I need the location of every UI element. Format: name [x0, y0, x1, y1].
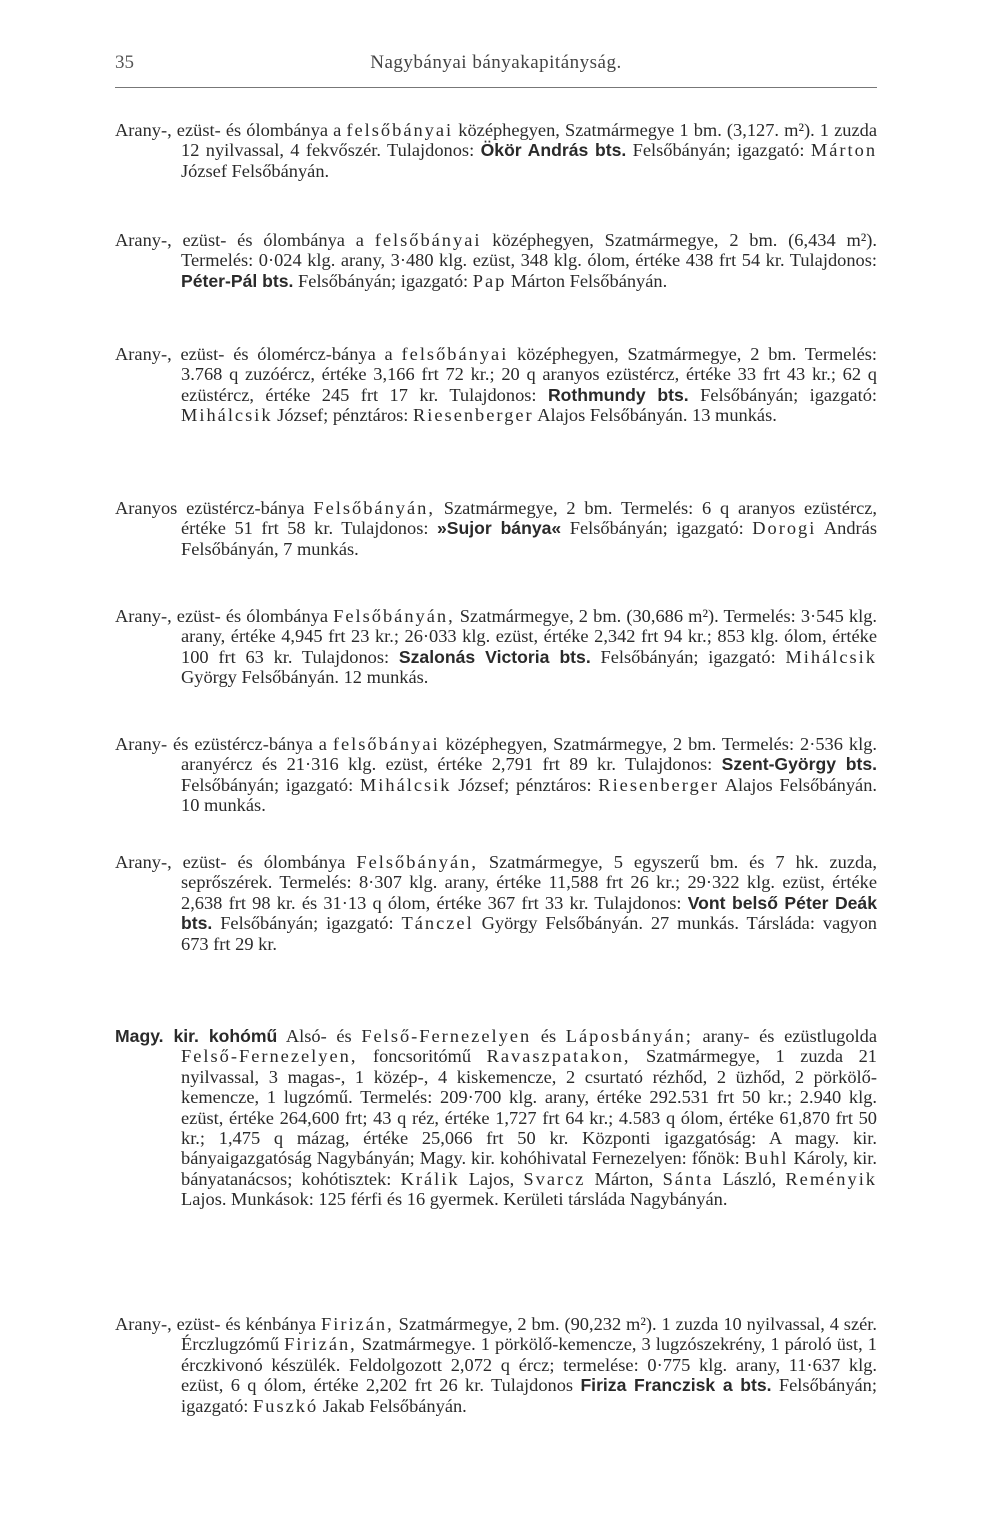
mine-entry: Arany-, ezüst- és kénbánya Firizán, Szatmármegye, 2 bm. (90,232 m²). 1 zuzda 10 nyilvassal, 4 szér. Érczlugzómű Firizán, Szatmármegye. 1 pörkölő-kemencze, 3 lugzószekrény, 1 pároló üst, 1 érczkivonó készülék. Feldolgozott 2,072 q ércz; termelése: 0·775 klg. arany, 11·637 klg. ezüst, 6 q ólom, értéke 2,202 frt 26 kr. Tulajdonos Firiza Franczisk a bts. Felsőbányán; igazgató: Fuszkó Jakab Felsőbányán.: [115, 1314, 877, 1416]
owner-name: Vont belső Péter Deák bts.: [181, 892, 877, 934]
header-rule: [115, 87, 877, 88]
owner-name: »Sujor bánya«: [437, 518, 562, 539]
owner-name: Firiza Franczisk a bts.: [580, 1375, 772, 1396]
cashier-name: Riesenberger: [598, 774, 719, 795]
chief-name: Buhl: [744, 1148, 789, 1169]
entry-heading: Magy. kir. kohómű: [115, 1026, 278, 1046]
running-title: Nagybányai bányakapitányság.: [370, 52, 622, 73]
page-header: [115, 52, 877, 92]
cashier-name: Riesenberger: [413, 405, 534, 426]
officer-name: Sánta: [662, 1168, 714, 1189]
director-name: Márton: [810, 140, 878, 161]
director-name: Tánczel: [401, 913, 474, 934]
mine-entry: Arany-, ezüst- és ólombánya Felsőbányán, Szatmármegye, 5 egyszerű bm. és 7 hk. zuzda, seprőszérek. Termelés: 8·307 klg. arany, értéke 11,588 frt 26 kr.; 29·322 klg. ezüst, értéke 2,638 frt 98 kr. és 31·13 q ólom, értéke 367 frt 33 kr. Tulajdonos: Vont belső Péter Deák bts. Felsőbányán; igazgató: Tánczel György Felsőbányán. 27 munkás. Társláda: vagyon 673 frt 29 kr.: [115, 852, 878, 954]
director-name: Mihálcsik: [181, 405, 273, 426]
director-name: Pap: [472, 270, 507, 291]
owner-name: Ökör András bts.: [480, 140, 627, 161]
owner-name: Péter-Pál bts.: [181, 270, 294, 291]
mine-entry: Magy. kir. kohómű Alsó- és Felső-Fernezelyen és Láposbányán; arany- és ezüstlugolda Felső-Fernezelyen, foncsoritómű Ravaszpatakon, Szatmármegye, 1 zuzda 21 nyilvassal, 3 magas-, 1 közép-, 4 kiskemencze, 2 csurtató rézhőd, 2 üzhőd, 2 pörkölő-kemencze, 1 lugzómű. Termelés: 209·700 klg. arany, értéke 292.531 frt 50 kr.; 2.940 klg. ezüst, értéke 264,600 frt; 43 q réz, értéke 1,727 frt 64 kr.; 4.583 q ólom, értéke 61,870 frt 50 kr.; 1,475 q mázag, értéke 25,066 frt 50 kr. Központi igazgatóság: A magy. kir. bányaigazgatóság Nagybányán; Magy. kir. kohóhivatal Fernezelyen: főnök: Buhl Károly, kir. bányatanácsos; kohótisztek: Králik Lajos, Svarcz Márton, Sánta László, Reményik Lajos. Munkások: 125 férfi és 16 gyermek. Kerületi társláda Nagybányán.: [115, 1026, 878, 1210]
owner-name: Szalonás Victoria bts.: [398, 646, 591, 667]
officer-name: Králik: [400, 1168, 460, 1189]
mine-entry: Arany-, ezüst- és ólombánya a felsőbányai középhegyen, Szatmármegye, 2 bm. (6,434 m²). Termelés: 0·024 klg. arany, 3·480 klg. ezüst, 348 klg. ólom, értéke 438 frt 54 kr. Tulajdonos: Péter-Pál bts. Felsőbányán; igazgató: Pap Márton Felsőbányán.: [115, 230, 877, 291]
director-name: Mihálcsik: [785, 646, 877, 667]
owner-name: Szent-György bts.: [721, 754, 877, 775]
mine-entry: Aranyos ezüstércz-bánya Felsőbányán, Szatmármegye, 2 bm. Termelés: 6 q aranyos ezüstércz, értéke 51 frt 58 kr. Tulajdonos: »Sujor bánya« Felsőbányán; igazgató: Dorogi András Felsőbányán, 7 munkás.: [115, 498, 877, 559]
director-name: Dorogi: [752, 518, 817, 539]
mine-entry: Arany- és ezüstércz-bánya a felsőbányai középhegyen, Szatmármegye, 2 bm. Termelés: 2·536 klg. aranyércz és 21·316 klg. ezüst, értéke 2,791 frt 89 kr. Tulajdonos: Szent-György bts. Felsőbányán; igazgató: Mihálcsik József; pénztáros: Riesenberger Alajos Felsőbányán. 10 munkás.: [115, 734, 877, 816]
director-name: Mihálcsik: [359, 774, 452, 795]
page-number: 35: [115, 52, 134, 73]
mine-entry: Arany-, ezüst- és ólombánya Felsőbányán, Szatmármegye, 2 bm. (30,686 m²). Termelés: 3·545 klg. arany, értéke 4,945 frt 23 kr.; 26·033 klg. ezüst, értéke 2,342 frt 94 kr.; 853 klg. ólom, értéke 100 frt 63 kr. Tulajdonos: Szalonás Victoria bts. Felsőbányán; igazgató: Mihálcsik György Felsőbányán. 12 munkás.: [115, 606, 877, 688]
officer-name: Svarcz: [523, 1168, 586, 1189]
mine-entry: Arany-, ezüst- és ólomércz-bánya a felsőbányai középhegyen, Szatmármegye, 2 bm. Termelés: 3.768 q zuzóércz, értéke 3,166 frt 72 kr.; 20 q aranyos ezüstércz, értéke 33 frt 43 kr.; 62 q ezüstércz, értéke 245 frt 17 kr. Tulajdonos: Rothmundy bts. Felsőbányán; igazgató: Mihálcsik József; pénztáros: Riesenberger Alajos Felsőbányán. 13 munkás.: [115, 344, 877, 426]
owner-name: Rothmundy bts.: [547, 384, 689, 405]
director-name: Fuszkó: [253, 1395, 319, 1416]
officer-name: Reményik: [785, 1168, 877, 1189]
mine-entry: Arany-, ezüst- és ólombánya a felsőbányai középhegyen, Szatmármegye 1 bm. (3,127. m²). 1 zuzda 12 nyilvassal, 4 fekvőszér. Tulajdonos: Ökör András bts. Felsőbányán; igazgató: Márton József Felsőbányán.: [115, 120, 878, 181]
